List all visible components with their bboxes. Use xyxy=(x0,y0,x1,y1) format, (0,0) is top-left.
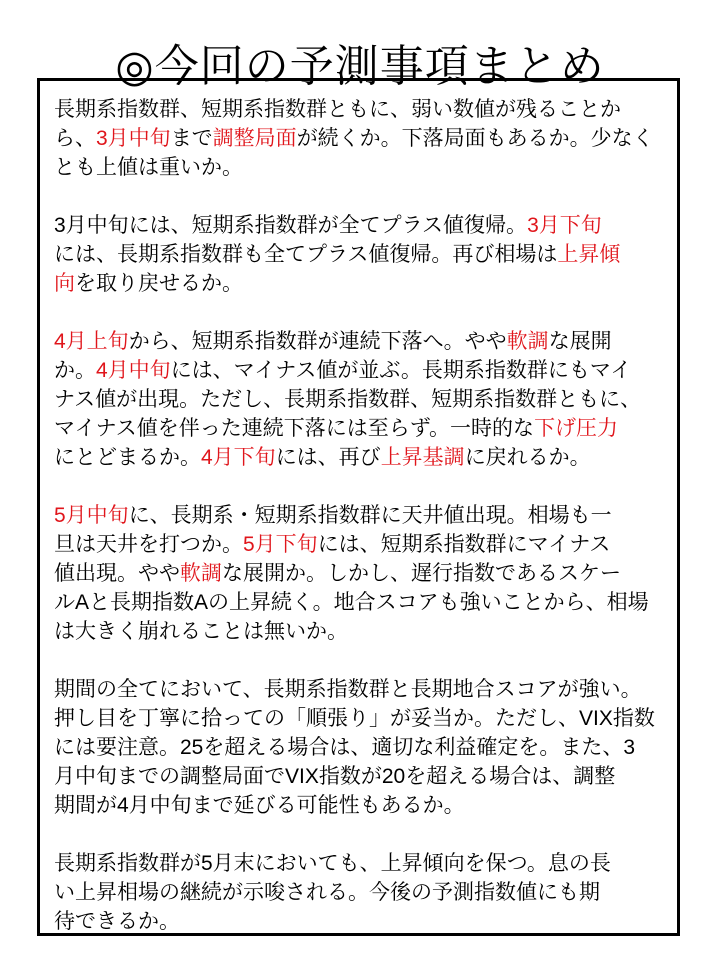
highlighted-text: 向 xyxy=(54,272,75,295)
text-line xyxy=(54,385,667,414)
text-line xyxy=(54,211,667,240)
text-line xyxy=(54,269,667,298)
highlighted-text: 軟調 xyxy=(180,562,222,585)
text-segment: 期間が4月中旬まで延びる可能性もあるか。 xyxy=(54,794,465,817)
text-segment: は大きく崩れることは無いか。 xyxy=(54,620,348,643)
summary-paragraph xyxy=(54,675,667,820)
page-title: ◎今回の予測事項まとめ xyxy=(115,42,605,92)
text-line xyxy=(54,704,667,733)
text-segment: マイナス値を伴った連続下落には至らず。一時的な xyxy=(54,417,535,440)
text-segment: 待できるか。 xyxy=(54,910,180,933)
highlighted-text: 4月下旬 xyxy=(201,446,276,469)
text-segment: ルAと長期指数Aの上昇続く。地合スコアも強いことから、相場 xyxy=(54,591,649,614)
text-segment: な展開か。しかし、遅行指数であるスケー xyxy=(222,562,621,585)
text-segment: が続くか。下落局面もあるか。少なく xyxy=(296,127,654,150)
text-segment: ら、 xyxy=(54,127,96,150)
text-segment: には、再び xyxy=(275,446,381,469)
text-segment: にとどまるか。 xyxy=(54,446,201,469)
highlighted-text: 4月中旬 xyxy=(96,359,171,382)
text-line xyxy=(54,849,667,878)
summary-paragraph xyxy=(54,849,667,936)
summary-paragraph xyxy=(54,501,667,646)
text-line xyxy=(54,153,667,182)
text-segment: には、短期系指数群にマイナス xyxy=(317,533,611,556)
text-line xyxy=(54,414,667,443)
text-segment: 月中旬までの調整局面でVIX指数が20を超える場合は、調整 xyxy=(54,765,616,788)
text-segment: 長期系指数群が5月末においても、上昇傾向を保つ。息の長 xyxy=(54,852,611,875)
text-segment: 長期系指数群、短期系指数群ともに、弱い数値が残ることか xyxy=(54,98,621,121)
text-line xyxy=(54,327,667,356)
text-line xyxy=(54,124,667,153)
text-segment: い上昇相場の継続が示唆される。今後の予測指数値にも期 xyxy=(54,881,600,904)
text-segment: には、マイナス値が並ぶ。長期系指数群にもマイ xyxy=(170,359,632,382)
highlighted-text: 軟調 xyxy=(506,330,549,353)
highlighted-text: 4月上旬 xyxy=(54,330,129,353)
text-segment: 3月中旬には、短期系指数群が全てプラス値復帰。 xyxy=(54,214,528,237)
highlighted-text: 下げ圧力 xyxy=(534,417,619,440)
text-segment: まで xyxy=(170,127,213,150)
highlighted-text: 3月下旬 xyxy=(527,214,602,237)
highlighted-text: 3月中旬 xyxy=(96,127,171,150)
text-line xyxy=(54,907,667,936)
highlighted-text: 5月中旬 xyxy=(54,504,129,527)
text-segment: な展開 xyxy=(548,330,612,353)
summary-box xyxy=(37,78,680,936)
text-line xyxy=(54,675,667,704)
text-line xyxy=(54,617,667,646)
text-line xyxy=(54,878,667,907)
text-line xyxy=(54,530,667,559)
highlighted-text: 5月下旬 xyxy=(243,533,318,556)
text-segment: か。 xyxy=(54,359,96,382)
text-segment: に、長期系・短期系指数群に天井値出現。相場も一 xyxy=(128,504,612,527)
text-line xyxy=(54,356,667,385)
text-line xyxy=(54,501,667,530)
summary-paragraph xyxy=(54,211,667,298)
summary-paragraph xyxy=(54,327,667,472)
text-line xyxy=(54,733,667,762)
highlighted-text: 調整局面 xyxy=(212,127,297,150)
text-segment: 押し目を丁寧に拾っての「順張り」が妥当か。ただし、VIX指数 xyxy=(54,707,655,730)
text-segment: とも上値は重いか。 xyxy=(54,156,243,179)
highlighted-text: 上昇基調 xyxy=(380,446,465,469)
text-segment: に戻れるか。 xyxy=(464,446,591,469)
summary-paragraph xyxy=(54,95,667,182)
text-line xyxy=(54,240,667,269)
text-line xyxy=(54,588,667,617)
text-segment: ナス値が出現。ただし、長期系指数群、短期系指数群ともに、 xyxy=(54,388,642,411)
text-line xyxy=(54,762,667,791)
text-line xyxy=(54,95,667,124)
text-segment: 旦は天井を打つか。 xyxy=(54,533,243,556)
text-segment: 期間の全てにおいて、長期系指数群と長期地合スコアが強い。 xyxy=(54,678,642,701)
text-line xyxy=(54,559,667,588)
text-line xyxy=(54,443,667,472)
text-segment: には、長期系指数群も全てプラス値復帰。再び相場は xyxy=(54,243,558,266)
text-segment: には要注意。25を超える場合は、適切な利益確定を。また、3 xyxy=(54,736,636,759)
text-segment: 値出現。やや xyxy=(54,562,180,585)
text-segment: から、短期系指数群が連続下落へ。やや xyxy=(128,330,507,353)
text-segment: を取り戻せるか。 xyxy=(75,272,243,295)
highlighted-text: 上昇傾 xyxy=(557,243,621,266)
text-line xyxy=(54,791,667,820)
